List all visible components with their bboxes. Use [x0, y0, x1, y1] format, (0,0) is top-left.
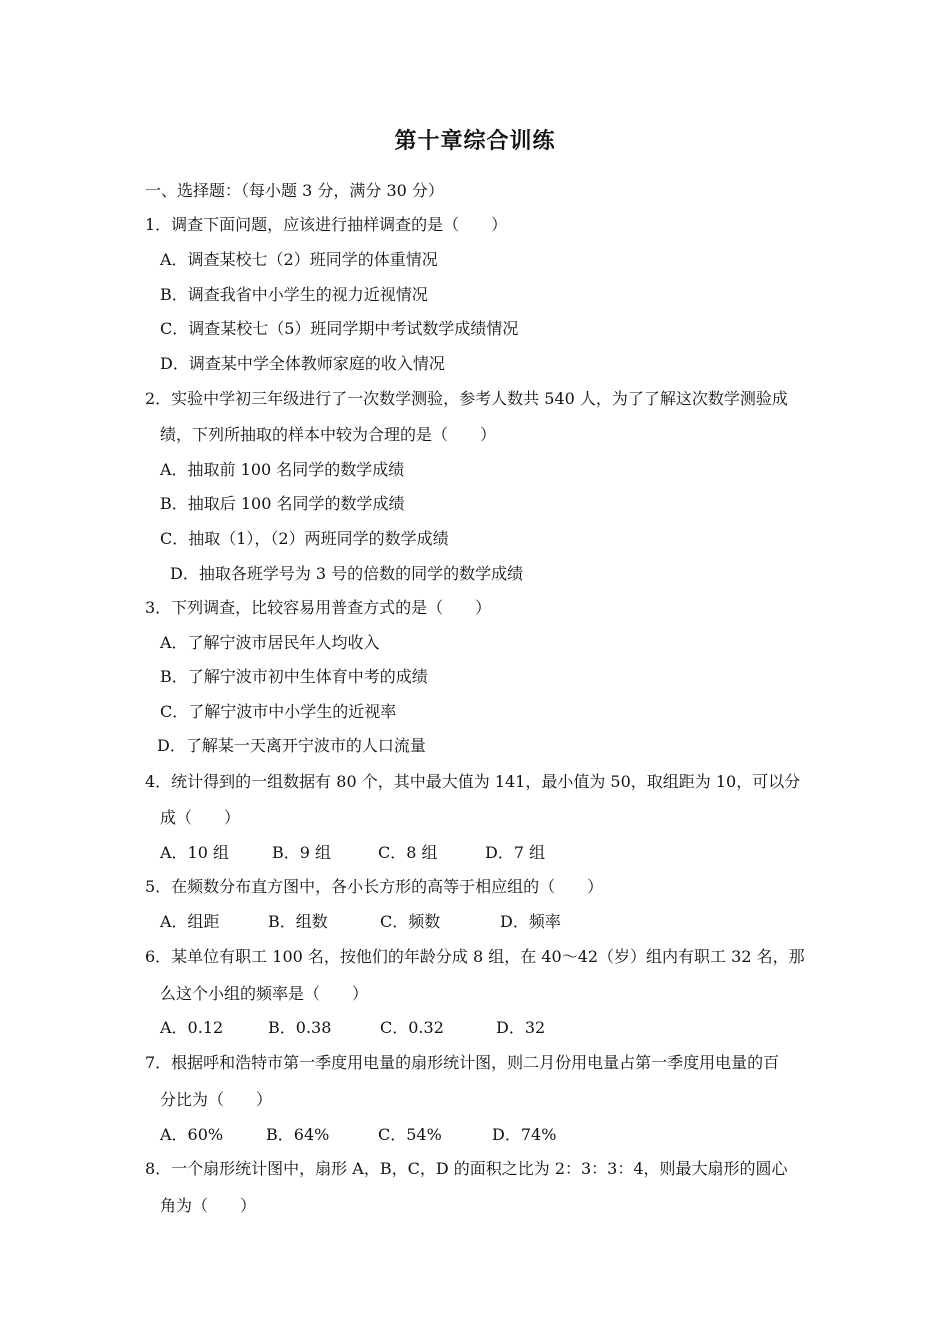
question-7-stem-line-1: 7．根据呼和浩特市第一季度用电量的扇形统计图，则二月份用电量占第一季度用电量的百	[145, 1053, 780, 1072]
section-heading: 一、选择题：（每小题 3 分，满分 30 分）	[145, 181, 444, 200]
question-4-stem-line-1: 4．统计得到的一组数据有 80 个，其中最大值为 141，最小值为 50，取组距为 10，可以分	[145, 772, 801, 791]
question-2-stem-line-2: 绩，下列所抽取的样本中较为合理的是（ ）	[160, 425, 497, 444]
question-6-option-c: C．0.32	[380, 1018, 444, 1037]
question-8-stem-line-2: 角为（ ）	[160, 1196, 257, 1215]
question-2-stem-line-1: 2．实验中学初三年级进行了一次数学测验，参考人数共 540 人，为了了解这次数学测验成	[145, 389, 788, 408]
page-title: 第十章综合训练	[394, 129, 556, 154]
question-1-option-b: B．调查我省中小学生的视力近视情况	[160, 285, 428, 304]
question-4-stem-line-2: 成（ ）	[160, 808, 241, 827]
question-7-option-a: A．60%	[160, 1125, 224, 1144]
question-4-option-c: C．8 组	[378, 843, 438, 862]
question-5-option-c: C．频数	[380, 912, 441, 931]
question-6-stem-line-1: 6．某单位有职工 100 名，按他们的年龄分成 8 组，在 40～42（岁）组内有职工 32 名，那	[145, 947, 805, 966]
question-5-stem: 5．在频数分布直方图中，各小长方形的高等于相应组的（ ）	[145, 877, 604, 896]
question-5-option-d: D．频率	[500, 912, 561, 931]
question-2-option-a: A．抽取前 100 名同学的数学成绩	[160, 460, 405, 479]
question-4-option-a: A．10 组	[160, 843, 230, 862]
question-2-option-b: B．抽取后 100 名同学的数学成绩	[160, 494, 405, 513]
question-8-stem-line-1: 8．一个扇形统计图中，扇形 A，B，C，D 的面积之比为 2：3：3：4，则最大扇形的圆心	[145, 1159, 788, 1178]
question-3-option-d: D．了解某一天离开宁波市的人口流量	[157, 736, 426, 755]
question-7-option-c: C．54%	[378, 1125, 442, 1144]
question-4-option-b: B．9 组	[272, 843, 332, 862]
question-5-option-a: A．组距	[160, 912, 220, 931]
question-1-option-c: C．调查某校七（5）班同学期中考试数学成绩情况	[160, 319, 519, 338]
question-7-option-b: B．64%	[266, 1125, 330, 1144]
question-6-option-d: D．32	[496, 1018, 546, 1037]
question-5-option-b: B．组数	[268, 912, 328, 931]
question-3-option-b: B．了解宁波市初中生体育中考的成绩	[160, 667, 428, 686]
question-2-option-c: C．抽取（1），（2）两班同学的数学成绩	[160, 529, 449, 548]
question-2-option-d: D．抽取各班学号为 3 号的倍数的同学的数学成绩	[170, 564, 524, 583]
question-7-stem-line-2: 分比为（ ）	[160, 1090, 273, 1109]
question-3-option-c: C．了解宁波市中小学生的近视率	[160, 702, 397, 721]
question-1-stem: 1．调查下面问题，应该进行抽样调查的是（ ）	[145, 215, 508, 234]
question-1-option-a: A．调查某校七（2）班同学的体重情况	[160, 250, 438, 269]
question-1-option-d: D．调查某中学全体教师家庭的收入情况	[160, 354, 445, 373]
question-4-option-d: D．7 组	[485, 843, 546, 862]
question-7-option-d: D．74%	[492, 1125, 557, 1144]
question-6-option-b: B．0.38	[268, 1018, 332, 1037]
question-3-option-a: A．了解宁波市居民年人均收入	[160, 633, 380, 652]
question-3-stem: 3．下列调查，比较容易用普查方式的是（ ）	[145, 598, 492, 617]
question-6-stem-line-2: 么这个小组的频率是（ ）	[160, 984, 369, 1003]
question-6-option-a: A．0.12	[160, 1018, 224, 1037]
